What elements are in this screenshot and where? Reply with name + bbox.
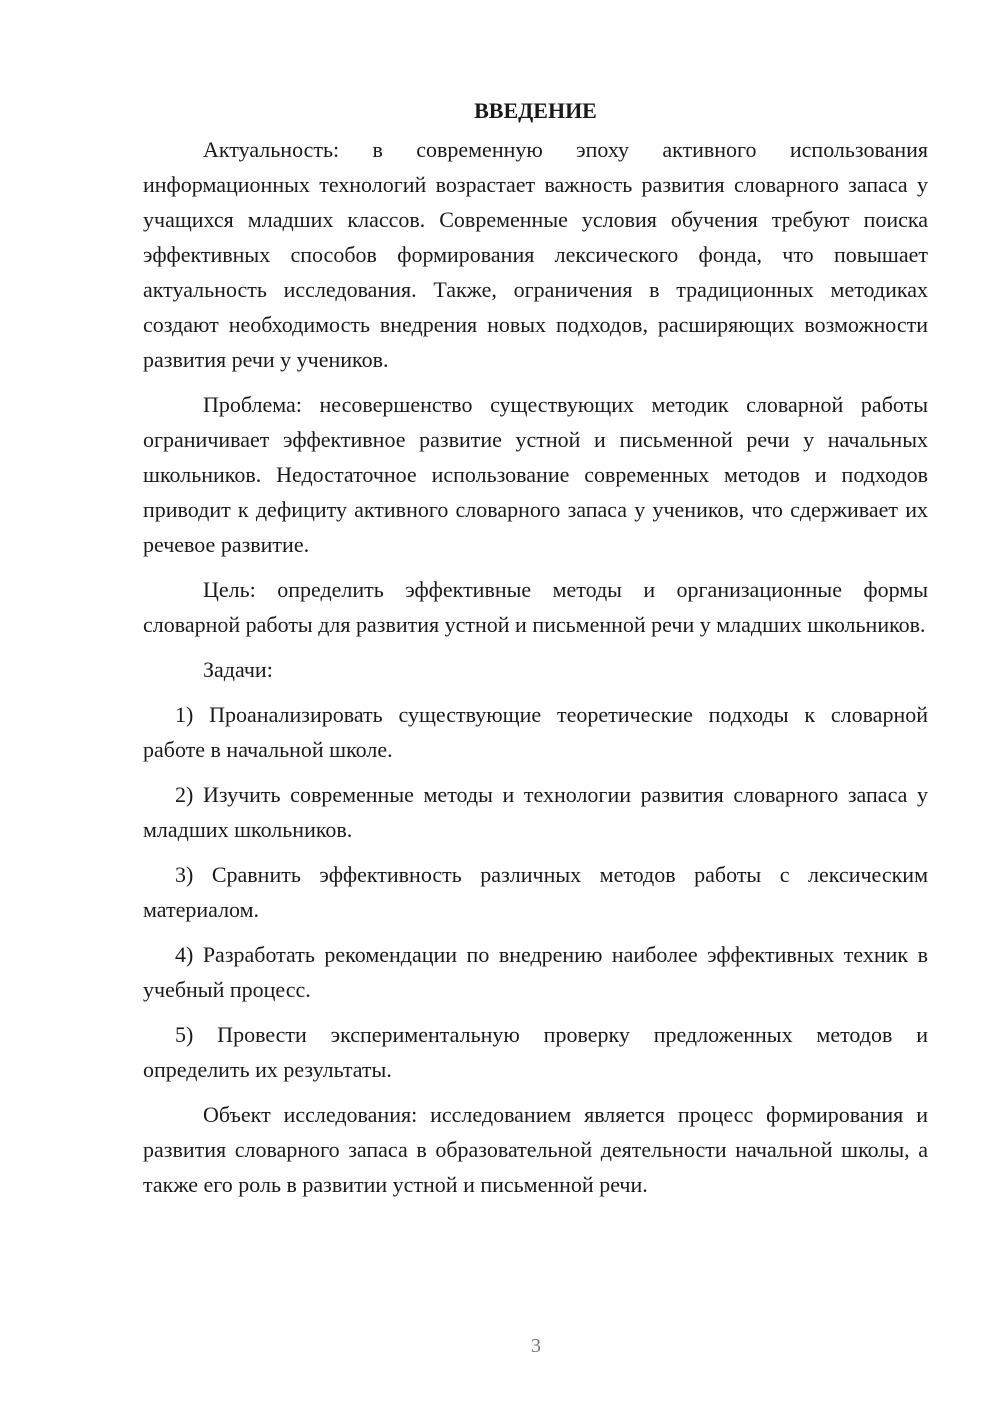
task-item-2: 2) Изучить современные методы и технологии развития словарного запаса у младших школьников. — [143, 782, 928, 842]
task-item-3: 3) Сравнить эффективность различных методов работы с лексическим материалом. — [143, 862, 928, 922]
task-item-5: 5) Провести экспериментальную проверку предложенных методов и определить их результаты. — [143, 1022, 928, 1082]
relevance-paragraph: Актуальность: в современную эпоху активного использования информационных технологий возрастает важность развития словарного запаса у учащихся младших классов. Современные условия обучения требуют поиска эффективных способов формирования лексического фонда, что повышает актуальность исследования. Также, ограничения в традиционных методиках создают необходимость внедрения новых подходов, расширяющих возможности развития речи у учеников. — [143, 137, 928, 372]
page-content — [143, 96, 928, 1212]
section-title: ВВЕДЕНИЕ — [474, 98, 597, 123]
goal-paragraph: Цель: определить эффективные методы и организационные формы словарной работы для развития устной и письменной речи у младших школьников. — [143, 577, 928, 637]
task-item-1: 1) Проанализировать существующие теоретические подходы к словарной работе в начальной школе. — [143, 702, 928, 762]
object-paragraph: Объект исследования: исследованием является процесс формирования и развития словарного запаса в образовательной деятельности начальной школы, а также его роль в развитии устной и письменной речи. — [143, 1102, 928, 1197]
problem-paragraph: Проблема: несовершенство существующих методик словарной работы ограничивает эффективное развитие устной и письменной речи у начальных школьников. Недостаточное использование современных методов и подходов приводит к дефициту активного словарного запаса у учеников, что сдерживает их речевое развитие. — [143, 392, 928, 557]
tasks-heading: Задачи: — [203, 657, 273, 682]
page-number: 3 — [531, 1335, 541, 1357]
task-item-4: 4) Разработать рекомендации по внедрению наиболее эффективных техник в учебный процесс. — [143, 942, 928, 1002]
